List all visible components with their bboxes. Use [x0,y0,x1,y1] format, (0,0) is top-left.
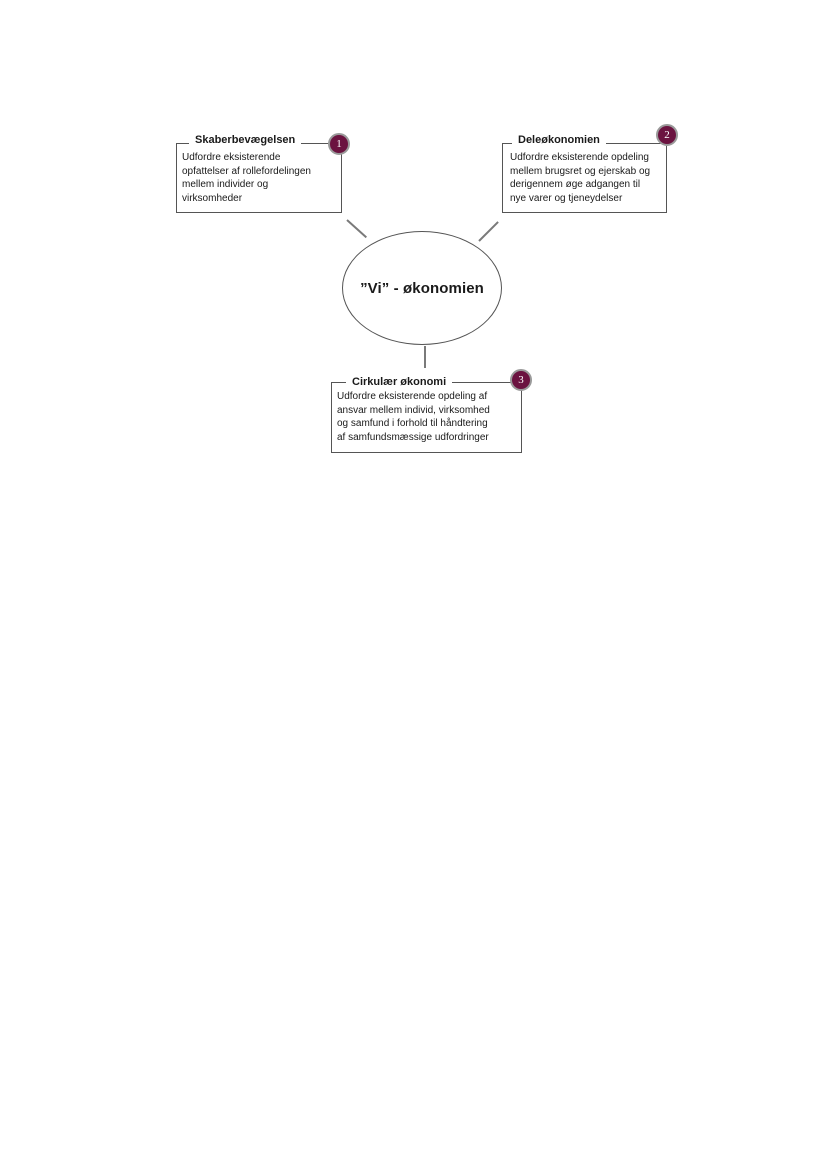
desc-line: mellem individer og [182,179,269,190]
box-description-3 [337,390,490,444]
number-badge-2: 2 [656,124,678,146]
box-description-1 [182,151,311,205]
center-label: ”Vi” - økonomien [360,279,484,297]
desc-line: af samfundsmæssige udfordringer [337,431,489,443]
number-badge-3: 3 [510,369,532,391]
desc-line: nye varer og tjeneydelser [510,192,623,204]
desc-line: Udfordre eksisterende opdeling [510,152,649,163]
connector-line-3 [424,346,426,368]
connector-line-2 [478,221,499,242]
desc-line: mellem brugsret og ejerskab og [510,165,651,177]
box-description-2 [510,151,650,205]
desc-line: ansvar mellem individ, virksomhed [337,404,490,416]
desc-line: derigennem øge adgangen til [510,179,641,190]
desc-line: opfattelser af rollefordelingen [182,165,311,177]
box-title-3: Cirkulær økonomi [346,375,452,389]
center-ellipse [342,231,502,345]
desc-line: virksomheder [182,192,243,204]
box-title-2: Deleøkonomien [512,133,606,147]
box-title-1: Skaberbevægelsen [189,133,301,147]
desc-line: Udfordre eksisterende [182,152,281,163]
number-badge-1: 1 [328,133,350,155]
desc-line: Udfordre eksisterende opdeling af [337,391,488,402]
desc-line: og samfund i forhold til håndtering [337,418,488,429]
connector-line-1 [346,219,367,238]
